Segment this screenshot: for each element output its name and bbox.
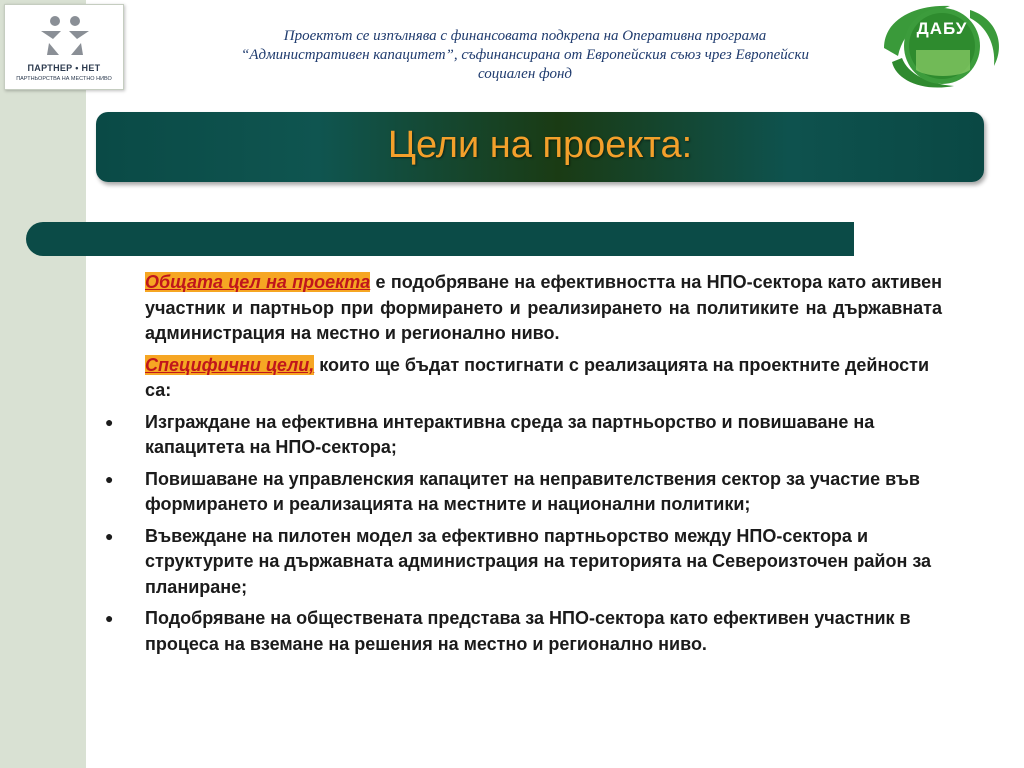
bullet-icon: ● [105, 610, 114, 626]
specific-goals-paragraph [100, 353, 942, 404]
dabu-logo [874, 0, 1008, 92]
bullet-icon: ● [105, 527, 114, 544]
partner-net-emblem-icon [39, 15, 91, 59]
slide-title: Цели на проекта: [387, 124, 693, 166]
list-item-text: Подобряване на обществената представа за НПО-сектора като ефективен участник в процеса на вземане на решения на местно и регионално ниво. [145, 608, 911, 654]
list-item [100, 524, 942, 601]
list-item [100, 606, 942, 657]
left-side-band [0, 0, 86, 768]
dabu-emblem-icon [874, 0, 1008, 92]
slide-content [100, 270, 942, 663]
general-goal-highlight: Общата цел на проекта [145, 272, 371, 292]
bullet-icon: ● [105, 470, 114, 487]
dabu-logo-name: ДАБУ [916, 19, 968, 38]
partner-net-logo-name: ПАРТНЕР • НЕТ [27, 63, 101, 73]
list-item-text: Повишаване на управленския капацитет на неправителствения сектор за участие във формирането и реализацията на местните и национални политики; [145, 468, 920, 514]
specific-goals-text: които ще бъдат постигнати с реализацията на проектните дейности са: [145, 354, 930, 400]
list-item [100, 467, 942, 518]
partner-net-logo [4, 4, 124, 90]
funding-note [160, 27, 890, 84]
list-item [100, 410, 942, 461]
partner-net-logo-tagline: ПАРТНЬОРСТВА НА МЕСТНО НИВО [16, 76, 112, 82]
specific-goals-list [100, 410, 942, 658]
funding-note-line-1: Проектът се изпълнява с финансовата подкрепа на Оперативна програма [283, 28, 767, 44]
divider-bar [26, 222, 854, 256]
funding-note-line-2: “Административен капацитет”, съфинансирана от Европейския съюз чрез Европейски [241, 47, 809, 63]
list-item-text: Въвеждане на пилотен модел за ефективно партньорство между НПО-сектора и структурите на държавната администрация на територията на Североизточен район за планиране; [145, 525, 932, 597]
funding-note-line-3: социален фонд [477, 66, 573, 82]
specific-goals-highlight: Специфични цели, [145, 354, 315, 375]
bullet-icon: ● [105, 413, 114, 430]
general-goal-paragraph [100, 270, 942, 347]
list-item-text: Изграждане на ефективна интерактивна среда за партньорство и повишаване на капацитета на НПО-сектора; [145, 411, 875, 457]
general-goal-text: е подобряване на ефективността на НПО-сектора като активен участник и партньор при формирането и реализирането на политиките на държавната администрация на местно и регионално ниво. [145, 272, 943, 343]
title-bar [96, 112, 984, 182]
